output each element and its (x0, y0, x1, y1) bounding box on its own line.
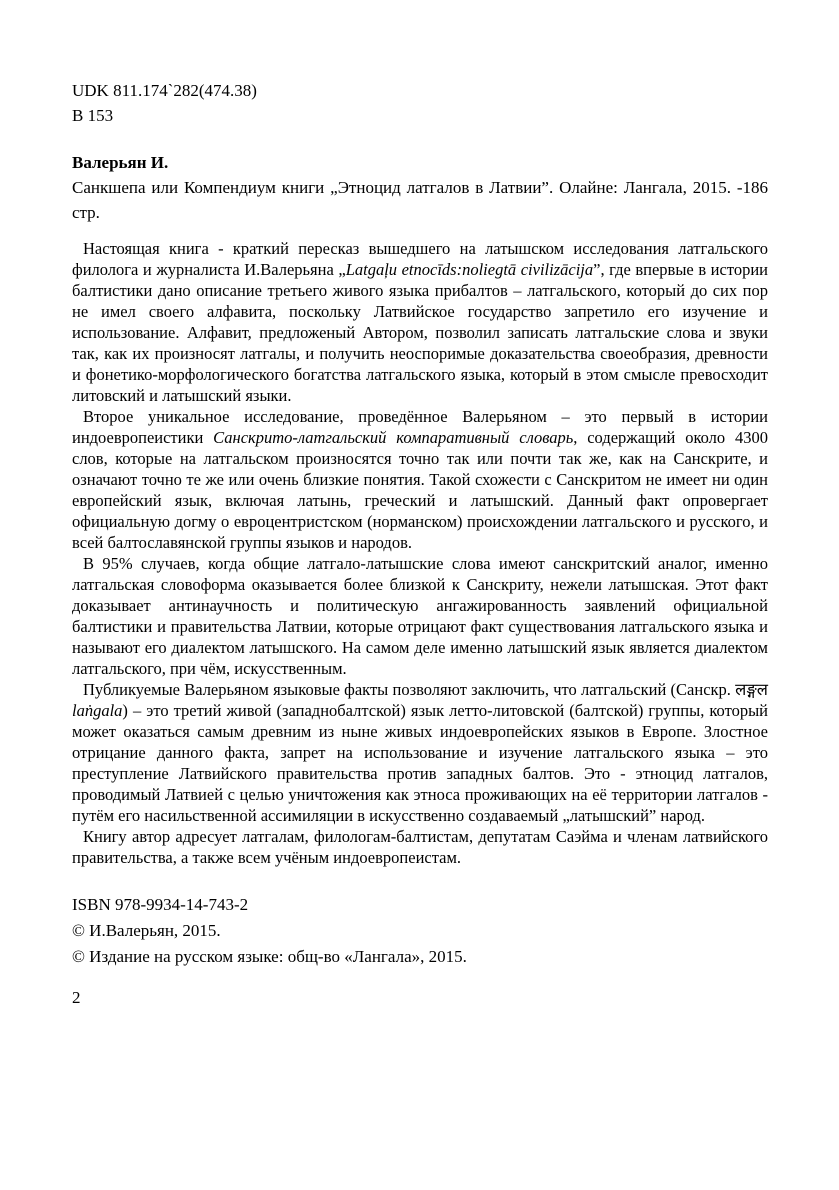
annotation-text (72, 238, 768, 868)
isbn: ISBN 978-9934-14-743-2 (72, 895, 249, 914)
annotation-paragraph: Второе уникальное исследование, проведённое Валерьяном – это первый в истории индоевропеистики Санскрито-латгальский компаративный словарь, содержащий около 4300 слов, которые на латгальском произносятся точно так или почти так же, как на Санскрите, и означают точно те же или очень близкие понятия. Такой схожести с Санскритом не имеет ни один европейский язык, включая латынь, греческий и латышский. Данный факт опровергает официальную догму о евроцентристском (норманском) происхождении латгальского и русского, и всей балтославянской группы языков и народов. (72, 407, 768, 552)
annotation-paragraph: В 95% случаев, когда общие латгало-латышские слова имеют санскритский аналог, именно латгальская словоформа оказывается более близкой к Санскриту, нежели латышская. Этот факт доказывает антинаучность и политическую ангажированность заявлений официальной балтистики и правительства Латвии, которые отрицают факт существования латгальского языка и называют его диалектом латышского. На самом деле именно латышский язык является диалектом латгальского, при чём, искусственным. (72, 554, 768, 678)
bibliographic-block (72, 150, 768, 225)
page-number: 2 (72, 988, 81, 1007)
copyright-author: © И.Валерьян, 2015. (72, 921, 221, 940)
bbk-code: В 153 (72, 106, 114, 125)
annotation-paragraph: Настоящая книга - краткий пересказ вышедшего на латышском исследования латгальского филолога и журналиста И.Валерьяна „Latgaļu etnocīds:noliegtā civilizācija”, где впервые в истории балтистики дано описание третьего живого языка прибалтов – латгальского, который до сих пор не имел своего алфавита, поскольку Латвийское государство запретило его изучение и использование. Алфавит, предложеный Автором, позволил записать латгальские слова и звуки так, как их произносят латгалы, и получить неоспоримые доказательства своеобразия, древности и фонетико-морфологического богатства латгальского языка, который в этом смысле превосходит литовский и латышский языки. (72, 239, 768, 405)
copyright-edition: © Издание на русском языке: общ-во «Лангала», 2015. (72, 947, 467, 966)
imprint-block (72, 892, 768, 970)
author-name: Валерьян И. (72, 153, 169, 172)
classification-block (72, 78, 768, 128)
bibliographic-description: Санкшепа или Компендиум книги „Этноцид латгалов в Латвии”. Олайне: Лангала, 2015. -186 стр. (72, 178, 768, 222)
udk-number: UDK 811.174`282(474.38) (72, 81, 257, 100)
annotation-paragraph: Книгу автор адресует латгалам, филологам-балтистам, депутатам Саэйма и членам латвийского правительства, а также всем учёным индоевропеистам. (72, 827, 768, 867)
annotation-paragraph: Публикуемые Валерьяном языковые факты позволяют заключить, что латгальский (Санскр. लङ्गल laṅgala) – это третий живой (западнобалтской) язык летто-литовской (балтской) группы, который может оказаться самым древним из ныне живых индоевропейских языков в Европе. Злостное отрицание данного факта, запрет на использование и изучение латгальского языка – это преступление Латвийского правительства против западных балтов. Это - этноцид латгалов, проводимый Латвией с целью уничтожения как этноса проживающих на её территории латгалов - путём его насильственной ассимиляции в искусственно создаваемый „латышский” народ. (72, 680, 768, 825)
